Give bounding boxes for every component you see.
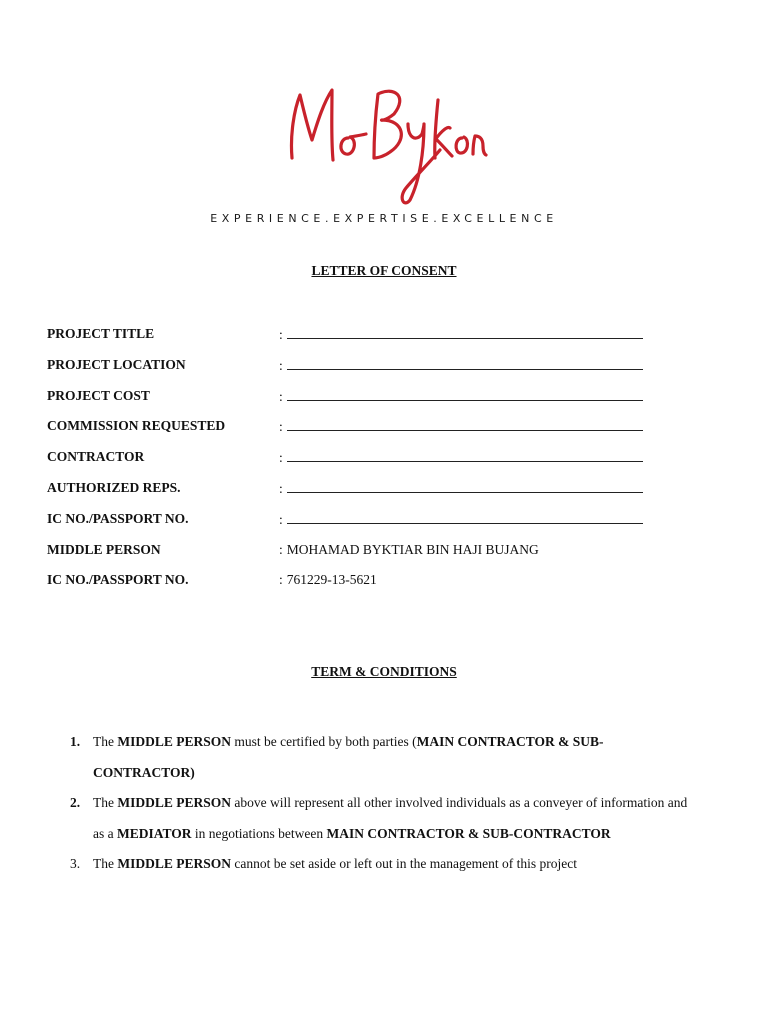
- field-label: MIDDLE PERSON: [47, 541, 161, 557]
- field-value: :: [279, 355, 643, 376]
- term-text: in negotiations between: [191, 825, 327, 841]
- term-bold: MEDIATOR: [117, 825, 192, 841]
- blank-line: [287, 416, 643, 431]
- brand-tagline: EXPERIENCE.EXPERTISE.EXCELLENCE: [210, 212, 558, 225]
- term-number: 2.: [70, 795, 81, 810]
- logo: [0, 80, 768, 210]
- blank-line: [287, 386, 643, 401]
- term-line: [93, 727, 730, 758]
- field-label: COMMISSION REQUESTED: [47, 418, 226, 434]
- field-row-authorized-reps: [47, 478, 727, 509]
- blank-line: [287, 324, 643, 339]
- term-text: must be certified by both parties (: [231, 734, 417, 749]
- term-line: [93, 788, 730, 819]
- term-number: 1.: [70, 734, 81, 749]
- terms-title: TERM & CONDITIONS: [311, 664, 457, 679]
- field-label: AUTHORIZED REPS.: [47, 479, 181, 495]
- field-row-commission-requested: [47, 416, 727, 447]
- field-label: CONTRACTOR: [47, 449, 145, 465]
- field-row-project-cost: [47, 386, 727, 417]
- term-text: cannot be set aside or left out in the management of this project: [231, 856, 578, 871]
- term-line: [93, 849, 730, 880]
- field-value: :: [279, 447, 643, 468]
- blank-line: [287, 447, 643, 462]
- middle-person-name: MOHAMAD BYKTIAR BIN HAJI BUJANG: [286, 541, 539, 557]
- field-row-ic-passport-contractor: [47, 509, 727, 540]
- field-value: :: [279, 416, 643, 437]
- document-title: LETTER OF CONSENT: [311, 263, 457, 278]
- middle-person-ic: 761229-13-5621: [286, 572, 377, 588]
- field-label: IC NO./PASSPORT NO.: [47, 572, 189, 588]
- field-row-middle-person: [47, 540, 727, 571]
- term-bold: MAIN CONTRACTOR & SUB-: [416, 734, 604, 749]
- field-value: :: [279, 386, 643, 407]
- term-bold: ): [190, 764, 195, 780]
- term-text: The: [93, 856, 118, 871]
- mobykon-logo-script: [270, 80, 490, 210]
- term-text: The: [93, 795, 118, 810]
- blank-line: [287, 355, 643, 370]
- term-item-3: [70, 849, 730, 880]
- term-bold: CONTRACTOR: [93, 764, 191, 780]
- field-row-ic-passport-middle-person: [47, 570, 727, 601]
- term-bold: MIDDLE PERSON: [117, 795, 232, 810]
- blank-line: [287, 478, 643, 493]
- field-value: :: [279, 478, 643, 499]
- term-item-1: [70, 727, 730, 788]
- field-value: :: [279, 324, 643, 345]
- term-text: as a: [93, 825, 117, 841]
- term-text: The: [93, 734, 118, 749]
- field-label: PROJECT LOCATION: [47, 356, 186, 372]
- terms-list: [70, 727, 730, 880]
- blank-line: [287, 509, 643, 524]
- term-number: 3.: [70, 856, 81, 871]
- term-item-2: [70, 788, 730, 849]
- field-value: : 761229-13-5621: [279, 572, 377, 588]
- field-value: : MOHAMAD BYKTIAR BIN HAJI BUJANG: [279, 541, 539, 557]
- field-row-contractor: [47, 447, 727, 478]
- field-label: IC NO./PASSPORT NO.: [47, 510, 189, 526]
- field-label: PROJECT TITLE: [47, 326, 155, 341]
- field-row-project-location: [47, 355, 727, 386]
- field-label: PROJECT COST: [47, 387, 150, 403]
- term-bold: MAIN CONTRACTOR & SUB-CONTRACTOR: [326, 825, 611, 841]
- term-line: [93, 819, 730, 850]
- consent-fields: [47, 324, 727, 601]
- field-value: :: [279, 509, 643, 530]
- term-bold: MIDDLE PERSON: [117, 734, 232, 749]
- term-line: [93, 758, 730, 789]
- field-row-project-title: [47, 324, 727, 355]
- term-text: above will represent all other involved individuals as a conveyer of information and: [231, 795, 688, 810]
- term-bold: MIDDLE PERSON: [117, 856, 232, 871]
